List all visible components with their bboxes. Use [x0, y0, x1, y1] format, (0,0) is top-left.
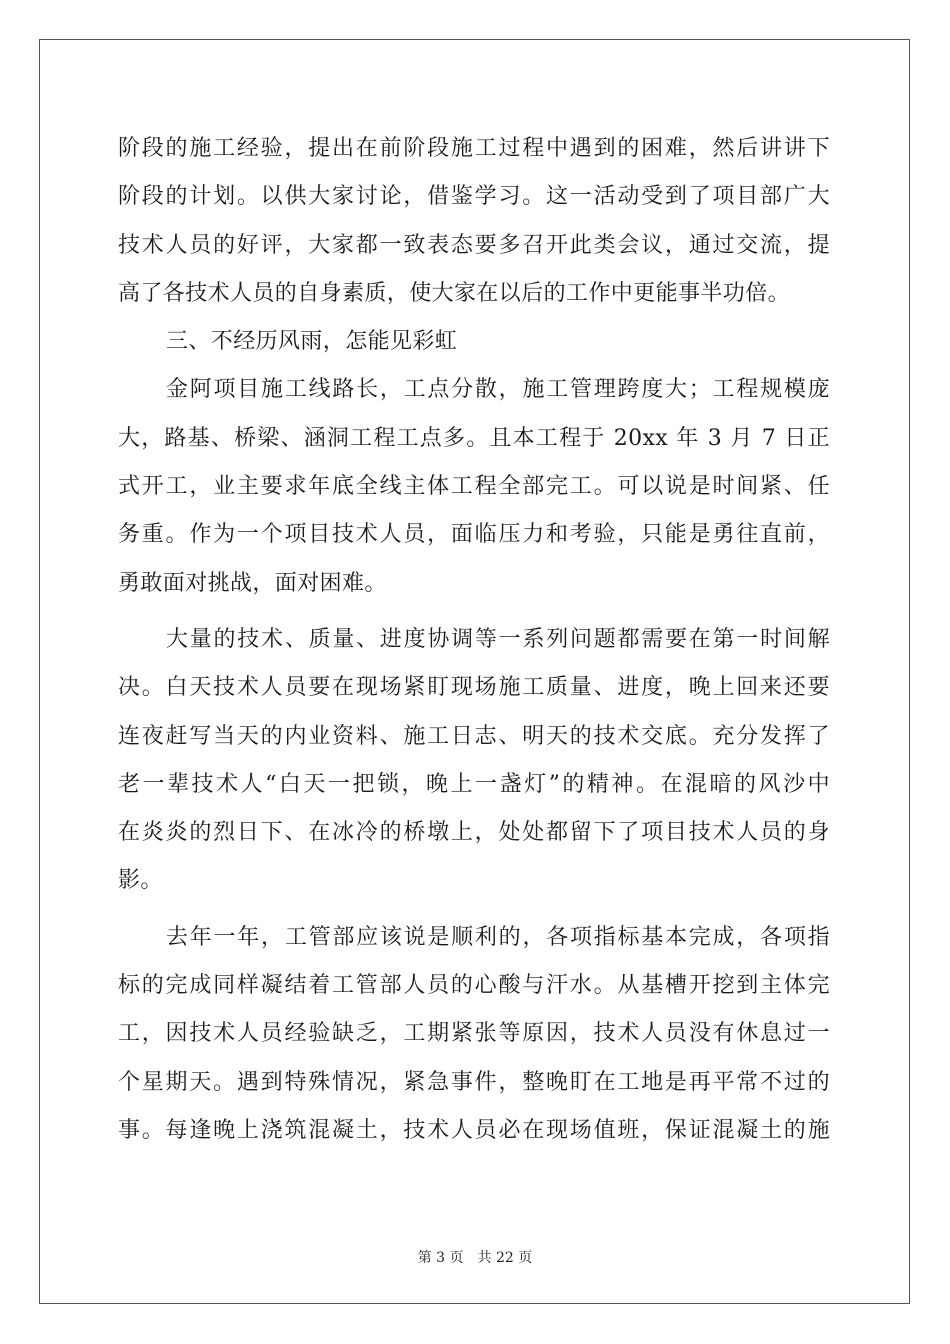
text-line: 勇敢面对挑战，面对困难。: [118, 570, 387, 596]
text-line: 工，因技术人员经验缺乏，工期紧张等原因，技术人员没有休息过一: [118, 1021, 830, 1047]
section-heading: 三、不经历风雨，怎能见彩虹: [166, 329, 458, 355]
text-line: 事。每逢晚上浇筑混凝土，技术人员必在现场值班，保证混凝土的施: [118, 1117, 830, 1143]
text-line: 决。白天技术人员要在现场紧盯现场施工质量、进度，晚上回来还要: [118, 675, 830, 701]
paragraph-spacer: [118, 608, 830, 616]
page-footer: [0, 1247, 950, 1267]
text-line: 去年一年，工管部应该说是顺利的，各项指标基本完成，各项指: [166, 924, 830, 950]
text-line: 金阿项目施工线路长，工点分散，施工管理跨度大；工程规模庞: [166, 377, 830, 403]
text-line: 大，路基、桥梁、涵洞工程工点多。且本工程于 20xx 年 3 月 7 日正: [118, 425, 830, 451]
text-line: 务重。作为一个项目技术人员，面临压力和考验，只能是勇往直前，: [118, 522, 830, 548]
text-line: 个星期天。遇到特殊情况，紧急事件，整晚盯在工地是再平常不过的: [118, 1069, 830, 1095]
text-line: 标的完成同样凝结着工管部人员的心酸与汗水。从基槽开挖到主体完: [118, 973, 830, 999]
paragraph-spacer: [118, 906, 830, 914]
text-line: 在炎炎的烈日下、在冰冷的桥墩上，处处都留下了项目技术人员的身: [118, 820, 830, 846]
page-total: 共 22 页: [477, 1250, 533, 1266]
text-line: 阶段的计划。以供大家讨论，借鉴学习。这一活动受到了项目部广大: [118, 184, 830, 210]
text-line: 式开工，业主要求年底全线主体工程全部完工。可以说是时间紧、任: [118, 474, 830, 500]
text-line: 阶段的施工经验，提出在前阶段施工过程中遇到的困难，然后讲讲下: [118, 136, 830, 161]
text-line: 大量的技术、质量、进度协调等一系列问题都需要在第一时间解: [166, 626, 830, 652]
text-line: 影。: [118, 868, 163, 894]
text-line: 连夜赶写当天的内业资料、施工日志、明天的技术交底。充分发挥了: [118, 723, 830, 749]
page-number: 第 3 页: [417, 1250, 464, 1266]
text-line: 高了各技术人员的自身素质，使大家在以后的工作中更能事半功倍。: [118, 280, 791, 306]
text-line: 技术人员的好评，大家都一致表态要多召开此类会议，通过交流，提: [118, 232, 830, 258]
text-line: 老一辈技术人“白天一把锁，晚上一盏灯”的精神。在混暗的风沙中: [118, 771, 830, 797]
document-body: [118, 125, 830, 1155]
